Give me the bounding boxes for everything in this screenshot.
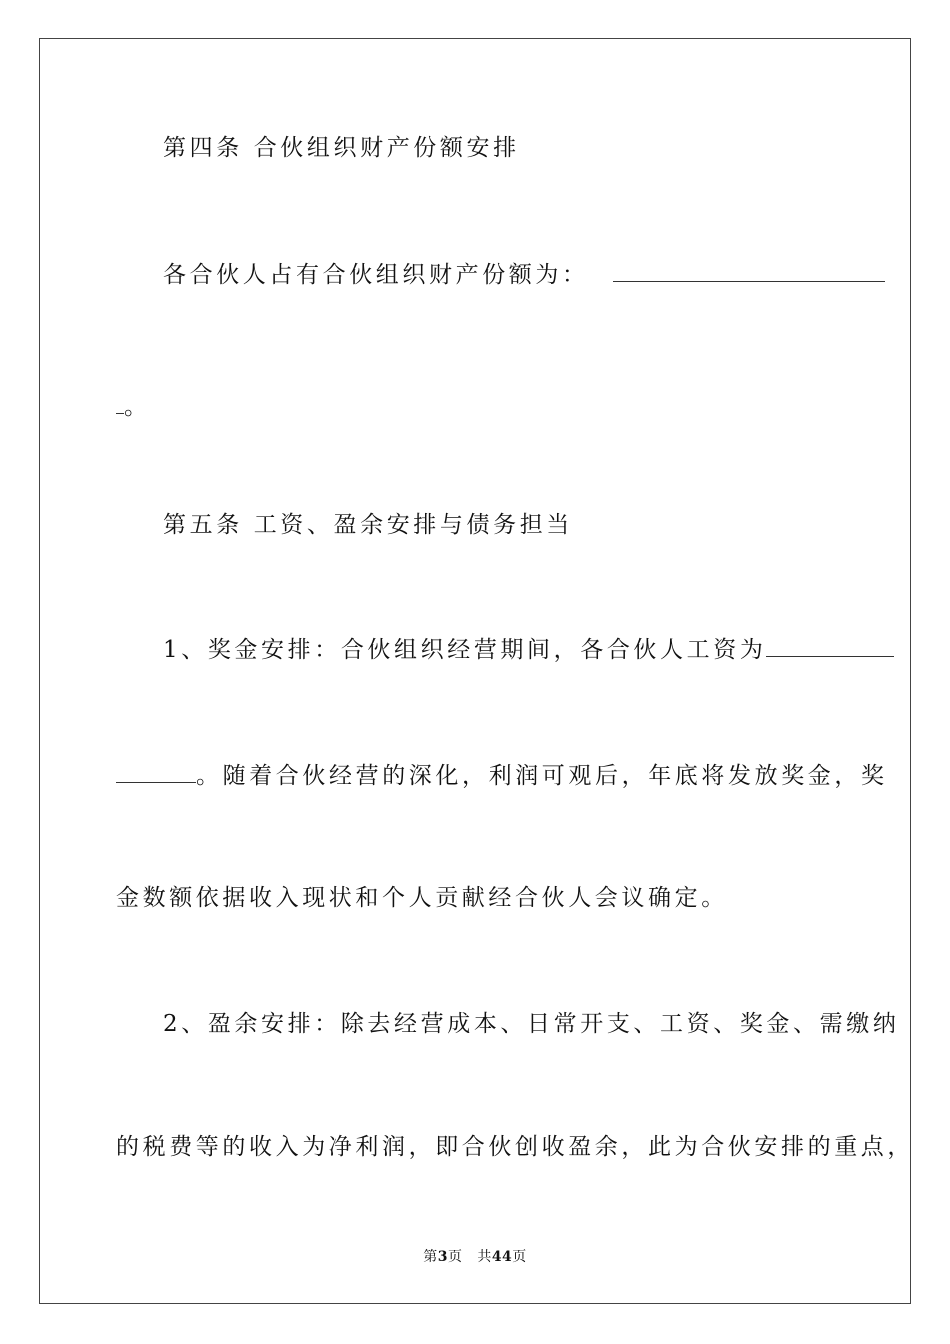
bonus-paragraph-line-1: 1、奖金安排：合伙组织经营期间，各合伙人工资为 <box>163 635 836 665</box>
article-4-heading: 第四条 合伙组织财产份额安排 <box>163 135 520 161</box>
total-pages: 44 <box>491 1249 513 1265</box>
share-line-end: 。 <box>116 392 836 422</box>
page-number: 3 <box>437 1249 448 1265</box>
wage-blank[interactable] <box>766 636 894 657</box>
article-5-heading: 第五条 工资、盈余安排与债务担当 <box>163 512 573 538</box>
page-border <box>39 38 914 1304</box>
share-blank-tail[interactable] <box>116 393 124 414</box>
share-line <box>163 260 836 290</box>
bonus-paragraph-line-2: 。随着合伙经营的深化，利润可观后，年底将发放奖金，奖 <box>116 761 836 791</box>
surplus-paragraph-line-1: 2、盈余安排：除去经营成本、日常开支、工资、奖金、需缴纳 <box>163 1011 900 1037</box>
bonus-paragraph-line-3: 金数额依据收入现状和个人贡献经合伙人会议确定。 <box>116 885 728 911</box>
share-blank[interactable] <box>613 261 885 282</box>
share-label: 各合伙人占有合伙组织财产份额为： <box>163 262 589 288</box>
wage-blank-continued[interactable] <box>116 762 196 783</box>
surplus-paragraph-line-2: 的税费等的收入为净利润，即合伙创收盈余，此为合伙安排的重点， <box>116 1134 914 1160</box>
page-footer: 第3页 共44页 <box>423 1249 527 1265</box>
